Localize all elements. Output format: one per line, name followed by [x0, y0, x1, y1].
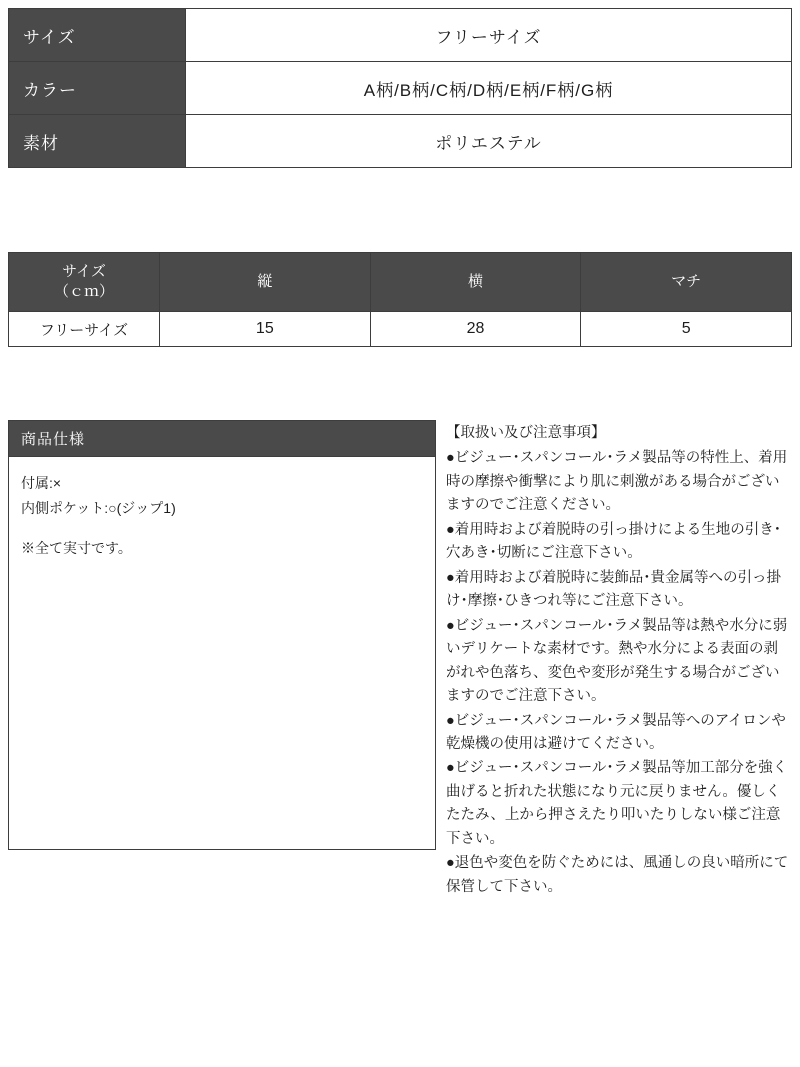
table-row — [9, 115, 792, 168]
table-row — [9, 9, 792, 62]
notice-title: 【取扱い及び注意事項】 — [446, 425, 606, 441]
product-spec-body — [9, 457, 435, 575]
size-measurement-table — [8, 252, 792, 347]
size-cell-gusset: 5 — [581, 312, 792, 347]
list-item: ●退色や変色を防ぐためには、風通しの良い暗所にて保管して下さい。 — [446, 855, 789, 895]
size-table-corner-line2: （ｃｍ） — [53, 283, 114, 300]
size-table-header-gusset: マチ — [581, 253, 792, 312]
table-header-row — [9, 253, 792, 312]
size-cell-width: 28 — [370, 312, 581, 347]
size-table-corner-line1: サイズ — [62, 262, 106, 280]
size-table-corner-header — [9, 253, 160, 312]
spec-value-color: A柄/B柄/C柄/D柄/E柄/F柄/G柄 — [186, 62, 792, 115]
spec-value-size: フリーサイズ — [186, 9, 792, 62]
product-spec-column — [8, 420, 436, 850]
spec-label-color: カラー — [9, 62, 186, 115]
table-row — [9, 62, 792, 115]
list-item: ●着用時および着脱時に装飾品･貴金属等への引っ掛け･摩擦･ひきつれ等にご注意下さい。 — [446, 569, 782, 610]
lower-section — [8, 420, 792, 900]
notice-column — [446, 420, 792, 900]
list-item: ●ビジュー･スパンコール･ラメ製品等加工部分を強く曲げると折れた状態になり元に戻りません。優しくたたみ、上から押さえたり叩いたりしない様ご注意下さい。 — [446, 760, 788, 847]
size-row-name: フリーサイズ — [9, 312, 160, 347]
list-item: ●ビジュー･スパンコール･ラメ製品等の特性上、着用時の摩擦や衝撃により肌に刺激がある場合がございますのでご注意ください。 — [446, 450, 788, 514]
list-item: ●ビジュー･スパンコール･ラメ製品等へのアイロンや乾燥機の使用は避けてください。 — [446, 712, 786, 752]
spec-value-material: ポリエステル — [186, 115, 792, 168]
size-table-header-length: 縦 — [160, 253, 371, 312]
product-spec-line-attachment: 付属:× — [21, 475, 62, 491]
notice-list — [446, 447, 792, 899]
spec-label-material: 素材 — [9, 115, 186, 168]
list-item: ●着用時および着脱時の引っ掛けによる生地の引き･穴あき･切断にご注意下さい。 — [446, 521, 782, 562]
product-spec-box — [8, 420, 436, 850]
spec-label-size: サイズ — [9, 9, 186, 62]
list-item: ●ビジュー･スパンコール･ラメ製品等は熱や水分に弱いデリケートな素材です。熱や水分による表面の剥がれや色落ち、変色や変形が発生する場合がございますのでご注意下さい。 — [446, 617, 788, 705]
product-spec-line-note: ※全て実寸です。 — [21, 540, 132, 556]
spec-table — [8, 8, 792, 168]
size-cell-length: 15 — [160, 312, 371, 347]
product-spec-title: 商品仕様 — [9, 421, 435, 457]
table-row — [9, 312, 792, 347]
product-spec-line-pocket: 内側ポケット:○(ジップ1) — [21, 499, 176, 516]
size-table-header-width: 横 — [370, 253, 581, 312]
